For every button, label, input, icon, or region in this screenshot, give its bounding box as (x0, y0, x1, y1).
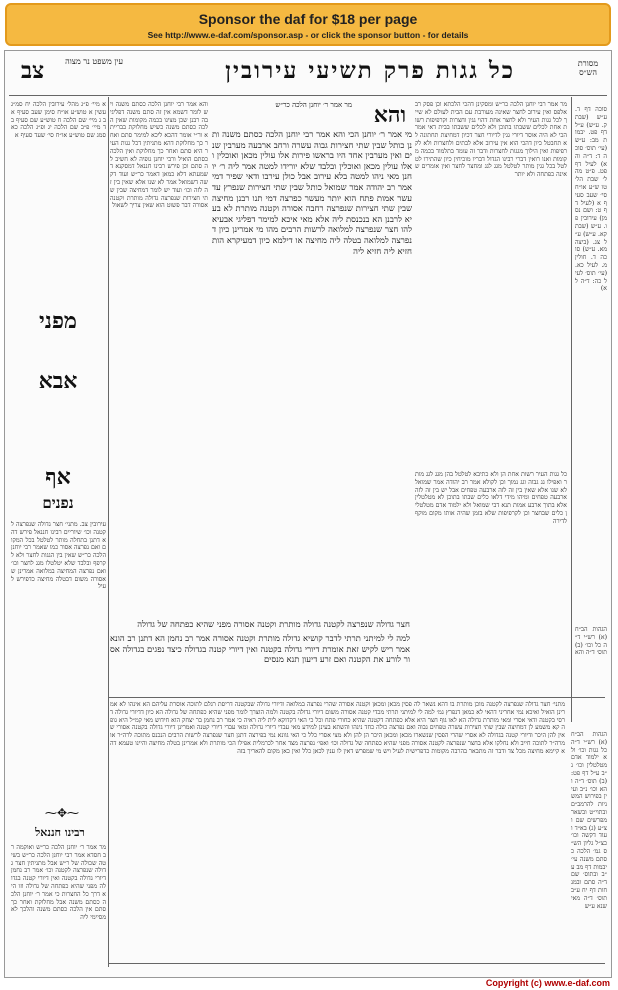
big-word-1: מפני (39, 308, 77, 334)
big-word-nafnim: נפנים (42, 494, 74, 512)
tosafot-commentary: והא אמר רבי יוחנן הלכה כסתם משנה ויש לומר דשמא אין זה סתם משנה דפליגי בה רבנן שכן מצינו בכמה מקומות שאין הלכה כסתם משנה כשיש מחלוקת בברייתא ור״י אומר דהכא ליכא למימר סתם ואחר כך מחלוקת דהא מתניתין דכל גגות העיר היא סתם ואחר כך מחלוקת ואין הלכה כסתם הואיל ורבי יוחנן גופיה לא חשיב לה סתם וכן פירש רבינו חננאל דמסקנא דשמעתא דלא כמאן דאמר כר״ש ועוד דקשה דשמואל אמר לא שנו אלא שאין בין זה לזה וכו׳ ועוד יש לומר דמחיצה שבין שתי חצירות שנפרצה גדולה מותרת וקטנה אסורה דבר פשוט הוא שאין צריך לשאול (110, 101, 208, 210)
bottom-section-divider (109, 697, 605, 698)
page-header (13, 55, 605, 95)
big-word-2: אבא (38, 368, 78, 394)
page-title: כל גגות פרק תשיעי עירובין (225, 57, 515, 84)
footer-notes: הגהות הב״ח (א) רש״י ד״ה כל גגות וכו׳ ולא ילמוד אדם מטלטלין וכו׳ נ״ב ע״ל דף פט: (ב) תוס׳ ד״ה והא וכו׳ נ״ב ועיין בפירוש המשניות להרמב״ם ובתוי״ט ובשאר מפרשים שם וצ״ע (ג) בא״ד ועוד דקשה וכו׳ כצ״ל גליון הש״ס גמ׳ הלכה כסתם משנה עי׳ יבמות דף מב ע״ב ובתוס׳ שם ד״ה סתם ובמנחות דף יח ע״ב תוס׳ ד״ה מאי שנא ע״ש (571, 731, 607, 910)
ein-mishpat-label: עין משפט נר מצוה (65, 57, 123, 66)
sponsor-title: Sponsor the daf for $18 per page (198, 11, 418, 27)
hagahot-margin: הגהות הב״ח (א) רש״י ד״ה כל וכו׳ (ב) תוס׳ ד״ה והא (575, 626, 607, 657)
folio-number: צב (21, 57, 45, 84)
rashi-commentary-2: כל גגות העיר רשות אחת הן ולא כתיבא לטלטל בהן מגג לגג מותר ואפילו גג גבוה וגג נמוך וכן לקולא אמר רב יהודה אמר שמואל לא שנו אלא שאין בין זה לזה ארבעה טפחים אבל יש בין זה לזה ארבעה טפחים ומיהו מידי דלאו כלים שבתו בתוכן לא מטלטלין אלא בתוך ארבע אמות תנא דבי שמואל ולא ילמוד אדם מטלטלין כלים שבחצר וכן לקרפיפות שלא בזמן שהיה אותו מקום מוקף לדירה (415, 471, 567, 525)
bottom-commentary: מתני׳ חצר גדולה שנפרצה לקטנה מוכן מותרת בו דהא נשאר לה פסין מכאן ומכאן וקטנה אסורה שהרי נפרצה במלואה ודיורי גדולה שבקטנה דריסת רגלם לתוכה אוסרת עליהם הא אינהו לא אמרינן הואיל ואיכא נמי אחריני דהאי לא כמאן דנפרץ גמ׳ למה לי למיתני תרתי מכדי קטנה אסורה משום דיורי גדולה בקטנה ולמה הוצרך לומר מפני שהיא כפתחה של גדולה הא כיון דדיורי גדולה דרסי בקטנה ודאי אסרי ומאי מותרת גדולה הא לאו גוף חצר היא אלא כפתחה דקטנה שהיא כחורי פתח וכל כי האי דקדוקא לית ליה ראיה כי אמר רב נחמן בר יצחק הוא חידוש מאי קמ״ל היא גופה קא משמע לן דמחיצה שבין שתי חצירות עשרה טפחים גבוה ואם נפרצה כולה כחד נינהו והשתא בעינן למידע מאי עבדי דיורי גדולה ומאי עבדי דיורי קטנה ואמרינן דיורי גדולה בקטנה אסורי שאין להן היכר ודיורי קטנה בגדולה לא אסרי שהרי הפסין שנשארו מכאן ומכאן היכר הן להן ולא מצי אסרי כלל כי האי גוונא נמי בפירצה דתנן חצר שנפרצה לרשות הרבים הנכנס מתוכה לרה״ר או מרה״ר לתוכה חייב ולא נחלקו אלא בחצר שנפרצה לקטנה אסורה מפני שהיא כפתחה של גדולה וכו׳ ואפי׳ נפרצה מצד אחר לכרמלית אפילו הכי מותרת ולא אמרינן בטלה מחיצה והיינו טעמא דהא קיימא מחיצה מכל צד ודבר זה מתבאר בהרבה מקומות כדפרישית לעיל ויש מי שמפרש דאין לו ענין לכאן כלל ואין כאן מקום להאריך בזה (110, 701, 565, 755)
masoret-hashas-label: מסורת הש״ס (577, 59, 599, 77)
ornament-divider: ⁓✥⁓ (44, 806, 80, 820)
header-divider (9, 95, 607, 96)
talmud-page (4, 50, 612, 978)
left-margin-divider (108, 97, 109, 967)
sponsor-banner[interactable] (5, 3, 611, 46)
mishna-text: חצר גדולה שנפרצה לקטנה גדולה מותרת וקטנה אסורה מפני שהיא כפתחה של גדולה (137, 619, 410, 629)
right-margin-divider (571, 97, 572, 722)
footer-divider (109, 963, 605, 964)
masoret-hashas: סוכה דף ד. ע״ש (שבת ק. ע״ש) ע״ל דף פט. יבמות מב: ע״ש (עי׳ תוס׳ סוכה ד: ד״ה והא) לעיל דף פט. פ״ט מהל׳ שבת הל׳ טו ש״ע או״ח סי׳ שעב סעיף א (לעיל דף ט: ושם נסמן) עירובין פו. ע״ש (שבת קא. ע״ש) ע״ל צג. (ביצה מא. ע״ש) סוכה ד. חולין מ. לעיל כא. (עי׳ תוס׳ לעיל כה: ד״ה לא) (575, 106, 607, 293)
gemara-text: למה לי למיתני תרתי לדבר קושיא גדולה מותרת וקטנה אסורה אמר רב נחמן הא דתנן רב הונא אמר ריש לקיש זאת אומרת דיורי גדולה בקטנה ואין דיורי קטנה בגדולה כיצד נפגים בגדולה אסור לורע את הקטנה ואם זרע דיעון תנא מנסים (110, 633, 410, 665)
gemara-main-text: מי אמר ר׳ יוחנן הכי והא אמר רבי יוחנן הלכה כסתם משנה ותנן כותל שבין שתי חצירות גבוה עשרה ורחב ארבעה מערבין שנים ואין מערבין אחד היו בראשו פירות אלו עולין מכאן ואוכלין ואלו עולין מכאן ואוכלין ובלבד שלא יורידו למטה אמר ליה ר׳ יוחנן מאי ניהו למטה בלא עירוב אבל כולן עירבו ודאי שפיר דמי אמר רב יהודה אמר שמואל כותל שבין שתי חצירות שנפרץ עד עשר אמות פתח הוא יותר מעשר כפרצה דמי תנו רבנן מחיצה שבין שתי חצירות שנפרצה רחבה אסורה וקטנה מותרת לא בעיא לרבנן הא בנכנסת ליה אלא מאי איכא למימר דפליגי אבעיא להו חצר שנפרצה למלואה לרשות הרבים מהו מי אמרינן כיון דנפרצה למלואה בטלה ליה מחיצה או דילמא כיון דמעיקרא הות חזיא ליה חזיא ליה (212, 129, 412, 256)
amud-start-word: והא (373, 102, 407, 128)
rashi-commentary: מר אמר רבי יוחנן הלכה כר״ש ומסקינן דהכי הלכתא וכן פסק רב אלפס ואין עירוב לחצר שאינה מעורבת עם הבית לעולם לא שייך לכל גגות העיר ולא לחצר אחת דהוי גגין וחצרות וקרפיפות רשות אחת לכלים ששבתו בתוכן ולא לכלים ששבתו בבית דאי אמר הכי לא היה אוסר דיורי גגין לדיורי חצר דכיון דמחיצת תחתונה לא תחבטל כיון דהכי הוא אין עירוב אלא לבתים ולחצרות ולא לקרפיפות ואין הילוך מגגות לחצרות ודבר זה עומד בתלמוד בכמה מקומות ואנו רואין דברי רבינו הגדול דבריו מוכיחין כיון שהתירו לטלטל בכל גגין מותר לטלטל מגג לגג ומחצר לחצר ואין אומרים שאינה כפתחה ולא יותר (415, 101, 567, 179)
rabenu-chananel-title: רבינו חננאל (35, 826, 85, 839)
sponsor-subtitle: See http://www.e-daf.com/sponsor.asp - or click the sponsor button - for details (147, 30, 469, 40)
ein-mishpat-text: א מיי׳ פ״ג מהל׳ עירובין הלכה יח סמ״ג עשין א טוש״ע או״ח סימן שעב סעיף א ב ג מיי׳ שם הלכה ח טוש״ע שם סעיף ב ד מיי׳ פ״ב שם הלכה יג ופ״ג הלכה כא סמג שם טוש״ע או״ח סי׳ שעד סעיף א (11, 101, 106, 140)
big-word-3: אף (45, 464, 71, 490)
rabenu-chananel-text: מר אמר ר׳ יוחנן הלכה כר״ש ואוקמה רב חסדא אמר רבי יוחנן הלכה כר״ש בשיטה שכולה של ר״ש אבל מתניתין חצר גדולה שנפרצה לקטנה וכו׳ אמר רב נחמן דיורי גדולה בקטנה ואין דיורי קטנה בגדולה מפני שהיא כפתחה של גדולה וזו היא דרך כל החצרות כי אמר ר׳ יוחנן הלכה כסתם משנה אבל מחלוקת ואחר כך סתם אין הלכה כסתם משנה והלכך לא מסיימי ליה (11, 844, 106, 922)
gemara-lead-line: מר אמר ר׳ יוחנן הלכה כר״ש (275, 101, 352, 109)
left-margin-text: עירובין צב. מתני׳ חצר גדולה שנפרצה לקטנה וכו׳ שיוריים רבינו חננאל פירש דהא דתנן בתחלה מותר לטלטל בכל המקום ואם נפרצה אסור כמו שאמר רבי יוחנן הלכה כר״ש שאין בין הגגות לחצר ולא לקרפף ובלבד שלא יטלטלו מגג לחצר וכו׳ ואם נפרצה המחיצה במלואה אמרינן שאסורה משום דבטלה מחיצה כדפירש לעיל (11, 521, 106, 591)
copyright-text[interactable]: Copyright (c) www.e-daf.com (485, 978, 610, 988)
